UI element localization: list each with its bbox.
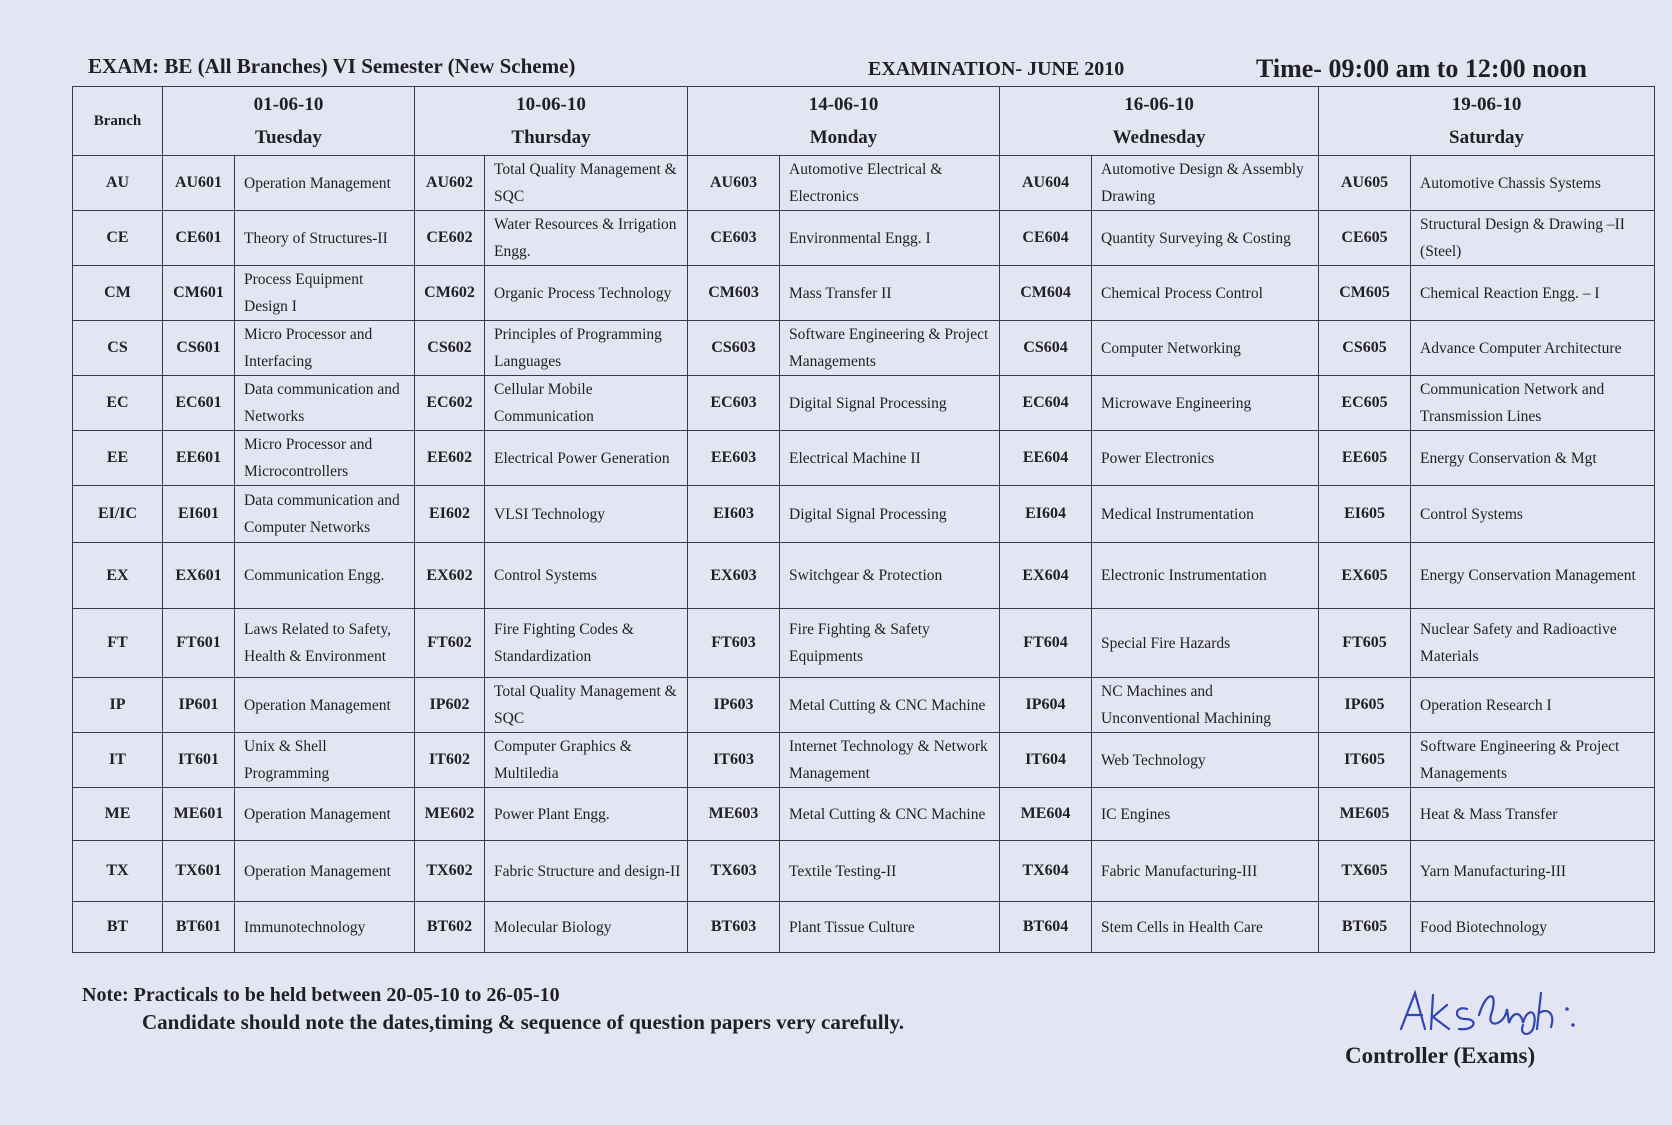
exam-title: EXAM: BE (All Branches) VI Semester (New Scheme) — [88, 54, 576, 78]
paper-subject: Automotive Design & Assembly Drawing — [1092, 156, 1319, 211]
paper-code: FT603 — [688, 609, 780, 678]
paper-code: EI604 — [1000, 486, 1092, 543]
paper-code: EI602 — [415, 486, 485, 543]
paper-subject: Structural Design & Drawing –II (Steel) — [1411, 211, 1655, 266]
paper-subject: Textile Testing-II — [780, 841, 1000, 902]
table-row — [73, 678, 1655, 733]
paper-code: IP604 — [1000, 678, 1092, 733]
paper-code: BT605 — [1319, 902, 1411, 953]
paper-code: EE603 — [688, 431, 780, 486]
paper-subject: Unix & Shell Programming — [235, 733, 415, 788]
exam-weekday: Wednesday — [1112, 127, 1206, 148]
paper-subject: Operation Management — [235, 788, 415, 841]
paper-subject: Computer Graphics & Multiledia — [485, 733, 688, 788]
timetable-body — [73, 156, 1655, 953]
paper-subject: Micro Processor and Microcontrollers — [235, 431, 415, 486]
exam-time: Time- 09:00 am to 12:00 noon — [1256, 54, 1588, 83]
paper-code: ME603 — [688, 788, 780, 841]
branch-cell: EE — [73, 431, 163, 486]
paper-subject: Cellular Mobile Communication — [485, 376, 688, 431]
branch-cell: CE — [73, 211, 163, 266]
paper-subject: Switchgear & Protection — [780, 543, 1000, 609]
paper-code: IT603 — [688, 733, 780, 788]
paper-code: CE602 — [415, 211, 485, 266]
exam-weekday: Monday — [809, 127, 878, 148]
paper-code: FT604 — [1000, 609, 1092, 678]
exam-weekday: Thursday — [511, 127, 591, 148]
paper-subject: Nuclear Safety and Radioactive Materials — [1411, 609, 1655, 678]
table-row — [73, 902, 1655, 953]
paper-subject: Water Resources & Irrigation Engg. — [485, 211, 688, 266]
branch-header: Branch — [73, 87, 163, 156]
paper-code: FT602 — [415, 609, 485, 678]
paper-code: IT604 — [1000, 733, 1092, 788]
exam-date: 14-06-10 — [808, 94, 879, 115]
table-row — [73, 733, 1655, 788]
paper-subject: Chemical Process Control — [1092, 266, 1319, 321]
paper-subject: Digital Signal Processing — [780, 486, 1000, 543]
paper-code: EE602 — [415, 431, 485, 486]
paper-subject: Operation Management — [235, 156, 415, 211]
paper-code: CS604 — [1000, 321, 1092, 376]
paper-subject: Mass Transfer II — [780, 266, 1000, 321]
controller-title: Controller (Exams) — [1345, 1043, 1536, 1068]
paper-subject: Medical Instrumentation — [1092, 486, 1319, 543]
exam-weekday: Tuesday — [255, 127, 322, 148]
paper-code: EX601 — [163, 543, 235, 609]
paper-code: ME604 — [1000, 788, 1092, 841]
paper-subject: Software Engineering & Project Managements — [780, 321, 1000, 376]
paper-code: EX604 — [1000, 543, 1092, 609]
branch-cell: EX — [73, 543, 163, 609]
exam-session: EXAMINATION- JUNE 2010 — [868, 58, 1125, 80]
table-row — [73, 156, 1655, 211]
paper-code: FT601 — [163, 609, 235, 678]
paper-code: TX601 — [163, 841, 235, 902]
exam-weekday: Saturday — [1449, 127, 1525, 148]
paper-subject: Yarn Manufacturing-III — [1411, 841, 1655, 902]
paper-code: EX602 — [415, 543, 485, 609]
paper-code: IP602 — [415, 678, 485, 733]
paper-code: EC601 — [163, 376, 235, 431]
paper-subject: Metal Cutting & CNC Machine — [780, 678, 1000, 733]
paper-code: CM603 — [688, 266, 780, 321]
exam-date: 19-06-10 — [1451, 94, 1522, 115]
table-row — [73, 321, 1655, 376]
paper-subject: Control Systems — [1411, 486, 1655, 543]
paper-code: CM601 — [163, 266, 235, 321]
paper-subject: Fabric Structure and design-II — [485, 841, 688, 902]
paper-code: CS601 — [163, 321, 235, 376]
paper-code: EC603 — [688, 376, 780, 431]
paper-code: ME601 — [163, 788, 235, 841]
paper-code: CM602 — [415, 266, 485, 321]
paper-subject: Internet Technology & Network Management — [780, 733, 1000, 788]
date-header-row — [73, 87, 1655, 156]
paper-subject: Software Engineering & Project Managements — [1411, 733, 1655, 788]
paper-subject: IC Engines — [1092, 788, 1319, 841]
paper-subject: Communication Network and Transmission Lines — [1411, 376, 1655, 431]
table-row — [73, 543, 1655, 609]
paper-code: AU601 — [163, 156, 235, 211]
paper-subject: Theory of Structures-II — [235, 211, 415, 266]
paper-code: IT602 — [415, 733, 485, 788]
paper-subject: Web Technology — [1092, 733, 1319, 788]
paper-subject: Operation Research I — [1411, 678, 1655, 733]
paper-code: CE603 — [688, 211, 780, 266]
paper-subject: Microwave Engineering — [1092, 376, 1319, 431]
practicals-note: Note: Practicals to be held between 20-05-10 to 26-05-10 — [82, 984, 560, 1006]
paper-code: CE604 — [1000, 211, 1092, 266]
paper-subject: Advance Computer Architecture — [1411, 321, 1655, 376]
paper-code: ME602 — [415, 788, 485, 841]
paper-code: CE601 — [163, 211, 235, 266]
paper-subject: Fire Fighting & Safety Equipments — [780, 609, 1000, 678]
paper-subject: Special Fire Hazards — [1092, 609, 1319, 678]
branch-cell: EI/IC — [73, 486, 163, 543]
table-row — [73, 431, 1655, 486]
paper-code: IT601 — [163, 733, 235, 788]
paper-subject: Molecular Biology — [485, 902, 688, 953]
paper-subject: Plant Tissue Culture — [780, 902, 1000, 953]
paper-code: EE605 — [1319, 431, 1411, 486]
paper-subject: Automotive Chassis Systems — [1411, 156, 1655, 211]
paper-subject: Process Equipment Design I — [235, 266, 415, 321]
paper-subject: Total Quality Management & SQC — [485, 678, 688, 733]
paper-code: EI601 — [163, 486, 235, 543]
table-row — [73, 788, 1655, 841]
paper-subject: Power Electronics — [1092, 431, 1319, 486]
branch-cell: CS — [73, 321, 163, 376]
paper-subject: Quantity Surveying & Costing — [1092, 211, 1319, 266]
paper-code: TX603 — [688, 841, 780, 902]
paper-subject: Laws Related to Safety, Health & Environment — [235, 609, 415, 678]
paper-subject: VLSI Technology — [485, 486, 688, 543]
table-row — [73, 486, 1655, 543]
paper-code: EX603 — [688, 543, 780, 609]
paper-code: EI603 — [688, 486, 780, 543]
paper-code: CM604 — [1000, 266, 1092, 321]
paper-subject: Energy Conservation & Mgt — [1411, 431, 1655, 486]
paper-subject: Principles of Programming Languages — [485, 321, 688, 376]
paper-code: TX604 — [1000, 841, 1092, 902]
paper-subject: Metal Cutting & CNC Machine — [780, 788, 1000, 841]
paper-code: BT601 — [163, 902, 235, 953]
day-header — [688, 87, 1000, 156]
paper-subject: Food Biotechnology — [1411, 902, 1655, 953]
paper-code: EX605 — [1319, 543, 1411, 609]
day-header — [163, 87, 415, 156]
paper-code: IP601 — [163, 678, 235, 733]
paper-code: AU602 — [415, 156, 485, 211]
paper-subject: Immunotechnology — [235, 902, 415, 953]
paper-code: AU604 — [1000, 156, 1092, 211]
paper-code: IT605 — [1319, 733, 1411, 788]
paper-code: TX605 — [1319, 841, 1411, 902]
paper-subject: Total Quality Management & SQC — [485, 156, 688, 211]
branch-cell: CM — [73, 266, 163, 321]
paper-code: CS605 — [1319, 321, 1411, 376]
table-row — [73, 211, 1655, 266]
paper-subject: Control Systems — [485, 543, 688, 609]
exam-date: 16-06-10 — [1124, 94, 1194, 115]
branch-cell: FT — [73, 609, 163, 678]
branch-cell: TX — [73, 841, 163, 902]
paper-code: EI605 — [1319, 486, 1411, 543]
paper-subject: Environmental Engg. I — [780, 211, 1000, 266]
branch-cell: IP — [73, 678, 163, 733]
paper-subject: Data communication and Computer Networks — [235, 486, 415, 543]
signature — [1395, 985, 1585, 1039]
paper-code: BT604 — [1000, 902, 1092, 953]
paper-code: EC605 — [1319, 376, 1411, 431]
paper-subject: Automotive Electrical & Electronics — [780, 156, 1000, 211]
exam-date: 01-06-10 — [253, 94, 324, 115]
table-row — [73, 609, 1655, 678]
paper-code: EC604 — [1000, 376, 1092, 431]
candidate-note: Candidate should note the dates,timing & sequence of question papers very carefully. — [142, 1010, 905, 1034]
paper-code: BT603 — [688, 902, 780, 953]
branch-cell: EC — [73, 376, 163, 431]
paper-code: EC602 — [415, 376, 485, 431]
paper-code: BT602 — [415, 902, 485, 953]
paper-code: CS603 — [688, 321, 780, 376]
paper-subject: Computer Networking — [1092, 321, 1319, 376]
paper-code: TX602 — [415, 841, 485, 902]
paper-subject: Stem Cells in Health Care — [1092, 902, 1319, 953]
day-header — [1000, 87, 1319, 156]
branch-cell: BT — [73, 902, 163, 953]
paper-subject: Data communication and Networks — [235, 376, 415, 431]
day-header — [1319, 87, 1655, 156]
paper-code: AU605 — [1319, 156, 1411, 211]
paper-code: IP603 — [688, 678, 780, 733]
paper-subject: Power Plant Engg. — [485, 788, 688, 841]
paper-subject: Chemical Reaction Engg. – I — [1411, 266, 1655, 321]
paper-subject: Operation Management — [235, 678, 415, 733]
table-row — [73, 376, 1655, 431]
branch-cell: AU — [73, 156, 163, 211]
paper-subject: Electronic Instrumentation — [1092, 543, 1319, 609]
paper-subject: NC Machines and Unconventional Machining — [1092, 678, 1319, 733]
paper-subject: Digital Signal Processing — [780, 376, 1000, 431]
exam-date: 10-06-10 — [516, 94, 586, 115]
paper-code: ME605 — [1319, 788, 1411, 841]
day-header — [415, 87, 688, 156]
table-row — [73, 266, 1655, 321]
paper-subject: Organic Process Technology — [485, 266, 688, 321]
table-row — [73, 841, 1655, 902]
paper-subject: Energy Conservation Management — [1411, 543, 1655, 609]
branch-cell: IT — [73, 733, 163, 788]
paper-code: CS602 — [415, 321, 485, 376]
paper-subject: Fire Fighting Codes & Standardization — [485, 609, 688, 678]
paper-code: IP605 — [1319, 678, 1411, 733]
paper-code: EE604 — [1000, 431, 1092, 486]
paper-subject: Electrical Machine II — [780, 431, 1000, 486]
paper-subject: Operation Management — [235, 841, 415, 902]
timetable — [72, 86, 1655, 953]
paper-code: EE601 — [163, 431, 235, 486]
paper-subject: Fabric Manufacturing-III — [1092, 841, 1319, 902]
paper-code: AU603 — [688, 156, 780, 211]
paper-subject: Electrical Power Generation — [485, 431, 688, 486]
paper-subject: Micro Processor and Interfacing — [235, 321, 415, 376]
branch-cell: ME — [73, 788, 163, 841]
paper-code: CM605 — [1319, 266, 1411, 321]
paper-subject: Communication Engg. — [235, 543, 415, 609]
paper-code: CE605 — [1319, 211, 1411, 266]
paper-code: FT605 — [1319, 609, 1411, 678]
paper-subject: Heat & Mass Transfer — [1411, 788, 1655, 841]
